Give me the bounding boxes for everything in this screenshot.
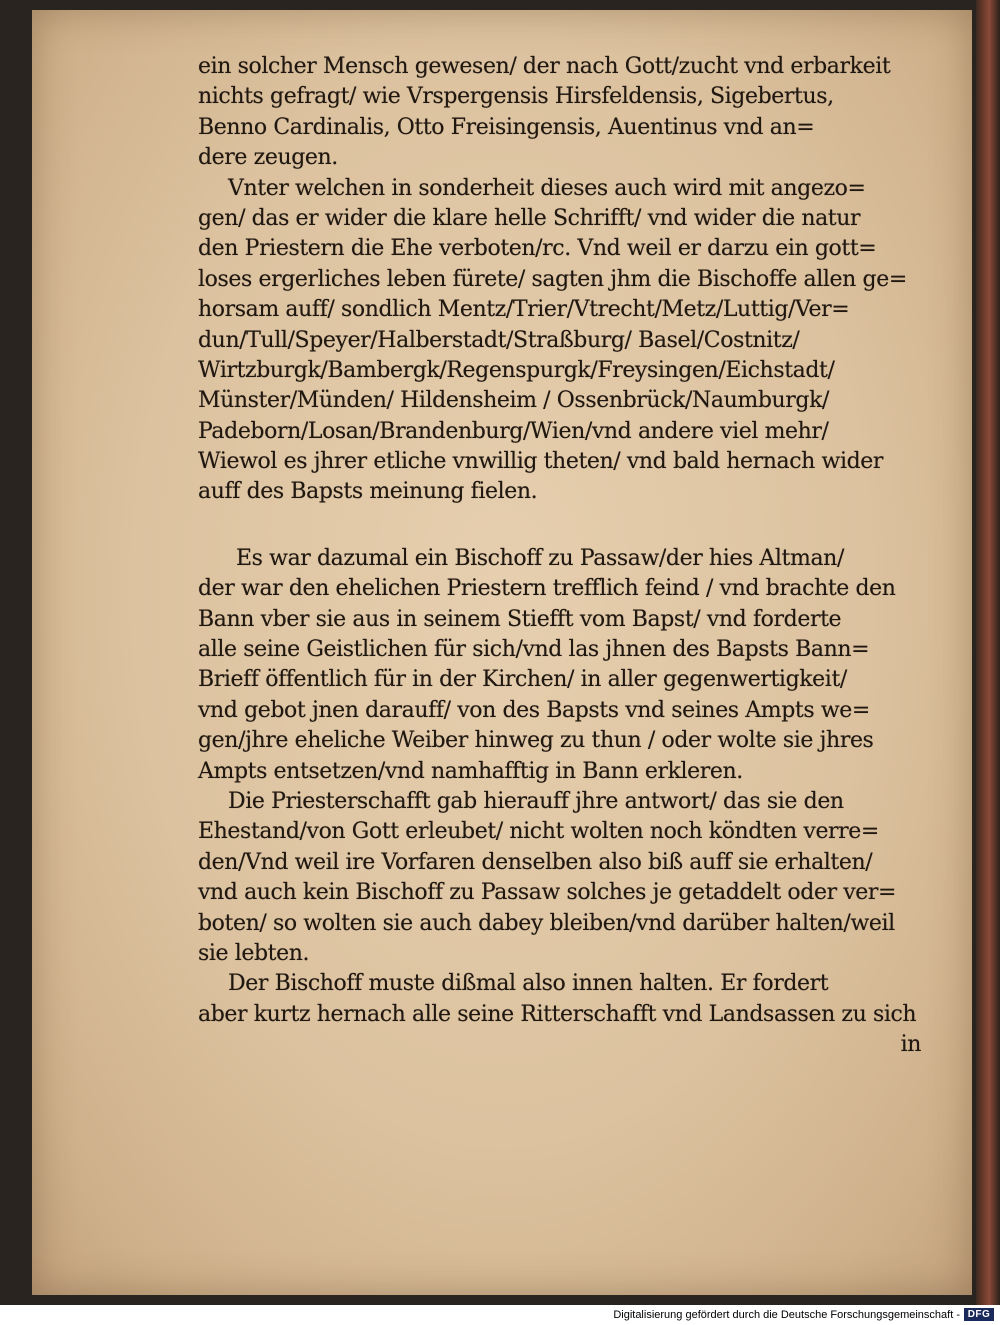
text-line: der war den ehelichen Priestern trefflich feind / vnd brachte den [198, 576, 896, 602]
text-line: Wiewol es jhrer etliche vnwillig theten/ vnd bald hernach wider [198, 449, 884, 475]
text-line: Padeborn/Losan/Brandenburg/Wien/vnd andere viel mehr/ [198, 418, 829, 444]
footer-bar [0, 1305, 1000, 1325]
text-line: horsam auff/ sondlich Mentz/Trier/Vtrecht/Metz/Luttig/Ver= [198, 297, 850, 323]
text-line: vnd auch kein Bischoff zu Passaw solches je getaddelt oder ver= [198, 880, 897, 906]
text-line: Der Bischoff muste dißmal also innen halten. Er fordert [228, 971, 829, 997]
text-line: alle seine Geistlichen für sich/vnd las jhnen des Bapsts Bann= [198, 637, 870, 663]
text-line: Ampts entsetzen/vnd namhafftig in Bann erkleren. [198, 758, 743, 784]
text-line: loses ergerliches leben fürete/ sagten jhm die Bischoffe allen ge= [198, 266, 907, 292]
funding-credit: Digitalisierung gefördert durch die Deutsche Forschungsgemeinschaft - [613, 1309, 960, 1321]
text-line: Es war dazumal ein Bischoff zu Passaw/der hies Altman/ [236, 545, 844, 571]
text-line: auff des Bapsts meinung fielen. [198, 479, 538, 505]
text-line: Die Priesterschafft gab hierauff jhre antwort/ das sie den [228, 788, 844, 814]
text-line: boten/ so wolten sie auch dabey bleiben/vnd darüber halten/weil [198, 910, 895, 936]
text-line: gen/jhre eheliche Weiber hinweg zu thun / oder wolte sie jhres [198, 728, 874, 754]
text-line: nichts gefragt/ wie Vrspergensis Hirsfeldensis, Sigebertus, [198, 84, 834, 110]
text-line: Benno Cardinalis, Otto Freisingensis, Auentinus vnd an= [198, 114, 815, 140]
text-line: den Priestern die Ehe verboten/rc. Vnd weil er darzu ein gott= [198, 236, 877, 262]
text-line: Vnter welchen in sonderheit dieses auch wird mit angezo= [228, 175, 866, 201]
text-line: Ehestand/von Gott erleubet/ nicht wolten noch köndten verre= [198, 819, 879, 845]
page-text [198, 52, 933, 1061]
text-line: vnd gebot jnen darauff/ von des Bapsts vnd seines Ampts we= [198, 697, 870, 723]
text-line: aber kurtz hernach alle seine Ritterschafft vnd Landsassen zu sich [198, 1001, 917, 1027]
dfg-logo: DFG [964, 1308, 994, 1321]
text-line: Brieff öffentlich für in der Kirchen/ in aller gegenwertigkeit/ [198, 667, 847, 693]
text-line: den/Vnd weil ire Vorfaren denselben also biß auff sie erhalten/ [198, 849, 873, 875]
text-line: dere zeugen. [198, 145, 338, 171]
text-line: ein solcher Mensch gewesen/ der nach Gott/zucht vnd erbarkeit [198, 54, 891, 79]
text-line: Wirtzburgk/Bambergk/Regenspurgk/Freysingen/Eichstadt/ [198, 357, 835, 383]
text-line: gen/ das er wider die klare helle Schrifft/ vnd wider die natur [198, 205, 861, 231]
text-line: Münster/Münden/ Hildensheim / Ossenbrück/Naumburgk/ [198, 388, 830, 414]
catchword: in [900, 1032, 921, 1058]
page-binding-edge [976, 0, 1000, 1305]
text-line: Bann vber sie aus in seinem Stiefft vom Bapst/ vnd forderte [198, 606, 842, 632]
paragraph-gap [198, 508, 933, 544]
text-line: sie lebten. [198, 940, 310, 966]
text-line: dun/Tull/Speyer/Halberstadt/Straßburg/ Basel/Costnitz/ [198, 327, 800, 353]
